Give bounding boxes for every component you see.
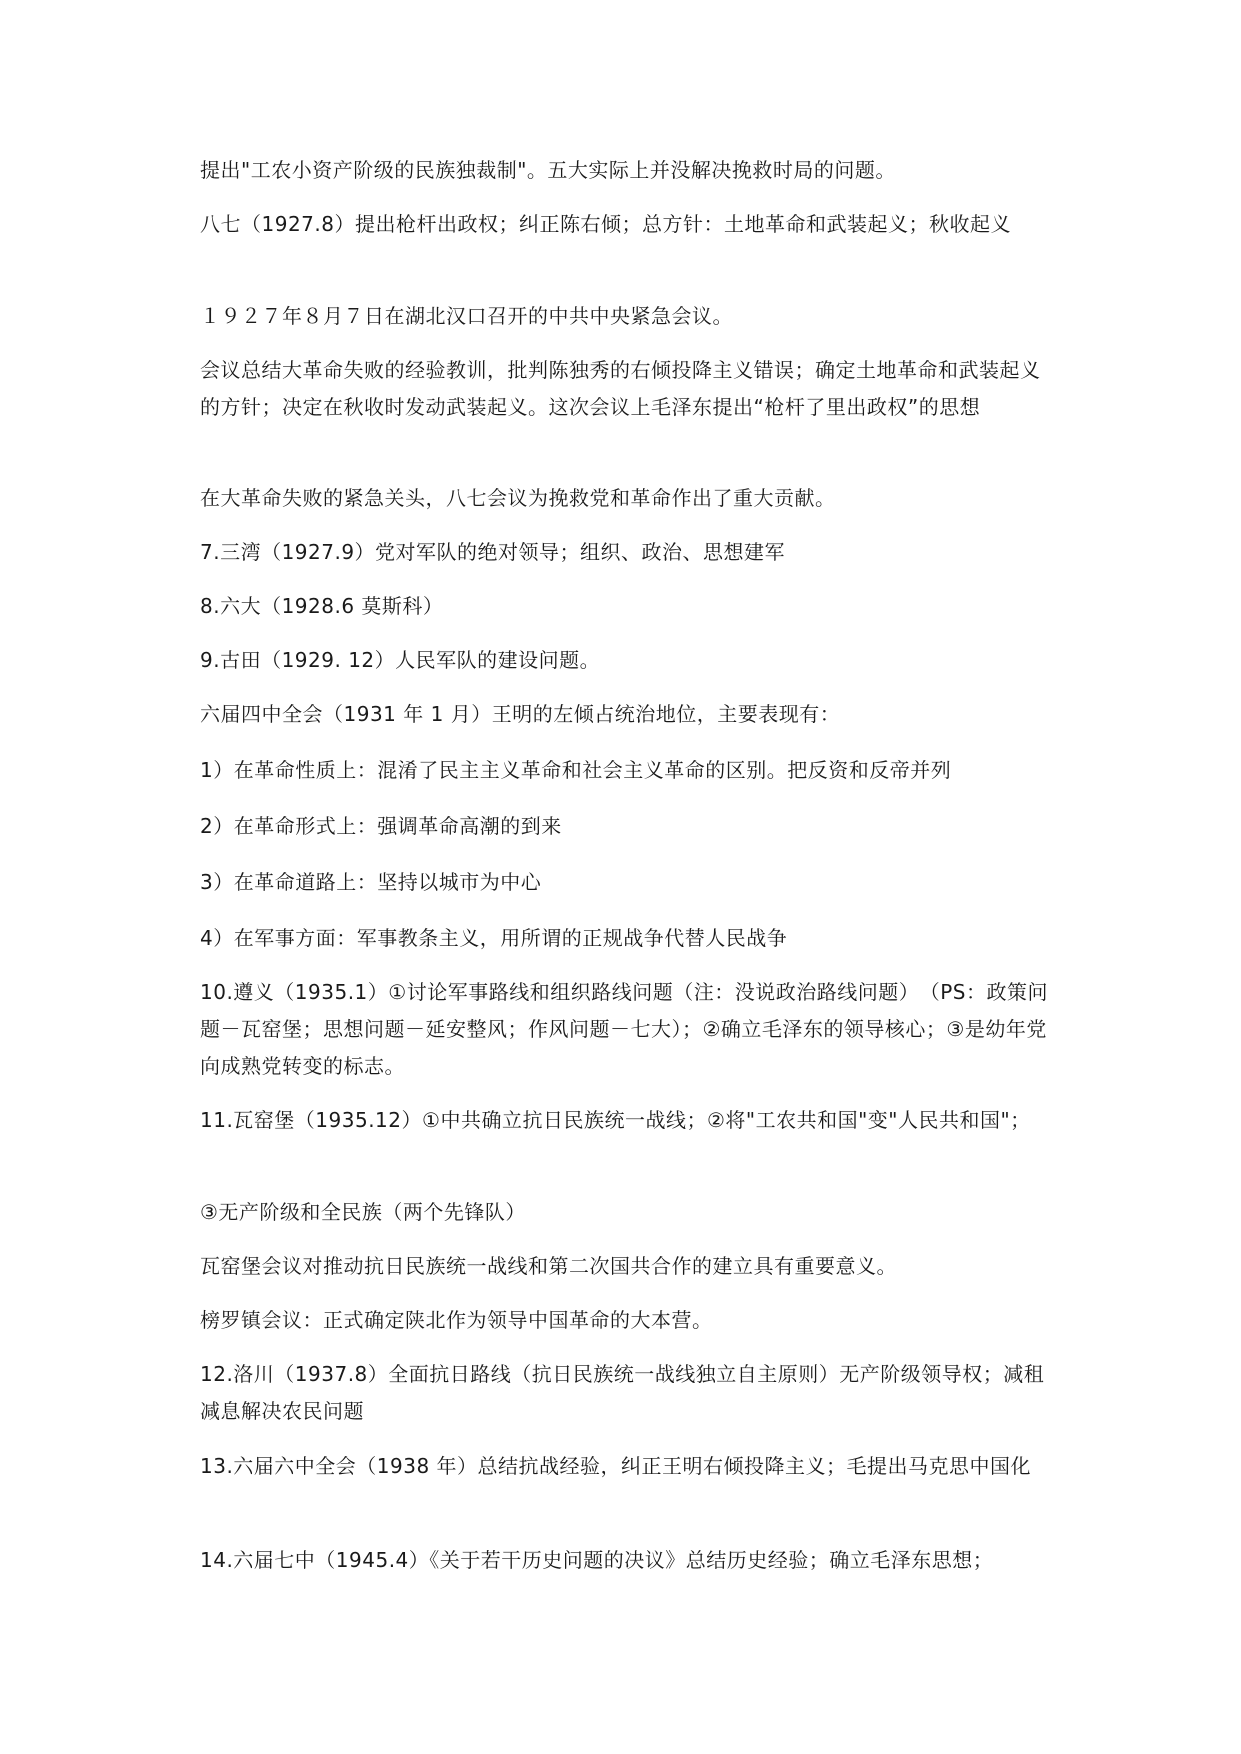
paragraph-20: 13.六届六中全会（1938 年）总结抗战经验，纠正王明右倾投降主义；毛提出马克思中国化 bbox=[200, 1454, 1032, 1478]
paragraph-6: 7.三湾（1927.9）党对军队的绝对领导；组织、政治、思想建军 bbox=[200, 540, 786, 564]
paragraph-3: １９２７年８月７日在湖北汉口召开的中共中央紧急会议。 bbox=[200, 304, 733, 328]
paragraph-1: 提出"工农小资产阶级的民族独裁制"。五大实际上并没解决挽救时局的问题。 bbox=[200, 158, 896, 182]
paragraph-15: 11.瓦窑堡（1935.12）①中共确立抗日民族统一战线；②将"工农共和国"变"人民共和国"； bbox=[200, 1108, 1031, 1132]
paragraph-21: 14.六届七中（1945.4）《关于若干历史问题的决议》总结历史经验；确立毛泽东思想； bbox=[200, 1548, 994, 1572]
paragraph-5: 在大革命失败的紧急关头，八七会议为挽救党和革命作出了重大贡献。 bbox=[200, 486, 836, 510]
paragraph-2: 八七（1927.8）提出枪杆出政权；纠正陈右倾；总方针：土地革命和武装起义；秋收起义 bbox=[200, 212, 1011, 236]
paragraph-12: 3）在革命道路上：坚持以城市为中心 bbox=[200, 870, 542, 894]
paragraph-8: 9.古田（1929. 12）人民军队的建设问题。 bbox=[200, 648, 601, 672]
paragraph-19: 12.洛川（1937.8）全面抗日路线（抗日民族统一战线独立自主原则）无产阶级领导权；减租减息解决农民问题 bbox=[200, 1362, 1045, 1423]
paragraph-7: 8.六大（1928.6 莫斯科） bbox=[200, 594, 444, 618]
paragraph-4: 会议总结大革命失败的经验教训，批判陈独秀的右倾投降主义错误；确定土地革命和武装起义的方针；决定在秋收时发动武装起义。这次会议上毛泽东提出“枪杆了里出政权”的思想 bbox=[200, 358, 1041, 419]
paragraph-9: 六届四中全会（1931 年 1 月）王明的左倾占统治地位，主要表现有： bbox=[200, 702, 841, 726]
paragraph-13: 4）在军事方面：军事教条主义，用所谓的正规战争代替人民战争 bbox=[200, 926, 788, 950]
paragraph-11: 2）在革命形式上：强调革命高潮的到来 bbox=[200, 814, 562, 838]
paragraph-17: 瓦窑堡会议对推动抗日民族统一战线和第二次国共合作的建立具有重要意义。 bbox=[200, 1254, 897, 1278]
paragraph-18: 榜罗镇会议：正式确定陕北作为领导中国革命的大本营。 bbox=[200, 1308, 713, 1332]
paragraph-14: 10.遵义（1935.1）①讨论军事路线和组织路线问题（注：没说政治路线问题） （PS：政策问题－瓦窑堡；思想问题－延安整风；作风问题－七大）；②确立毛泽东的领导核心；③是幼年党向成熟党转变的标志。 bbox=[200, 980, 1048, 1078]
paragraph-10: 1）在革命性质上：混淆了民主主义革命和社会主义革命的区别。把反资和反帝并列 bbox=[200, 758, 952, 782]
paragraph-16: ③无产阶级和全民族（两个先锋队） bbox=[200, 1200, 526, 1224]
